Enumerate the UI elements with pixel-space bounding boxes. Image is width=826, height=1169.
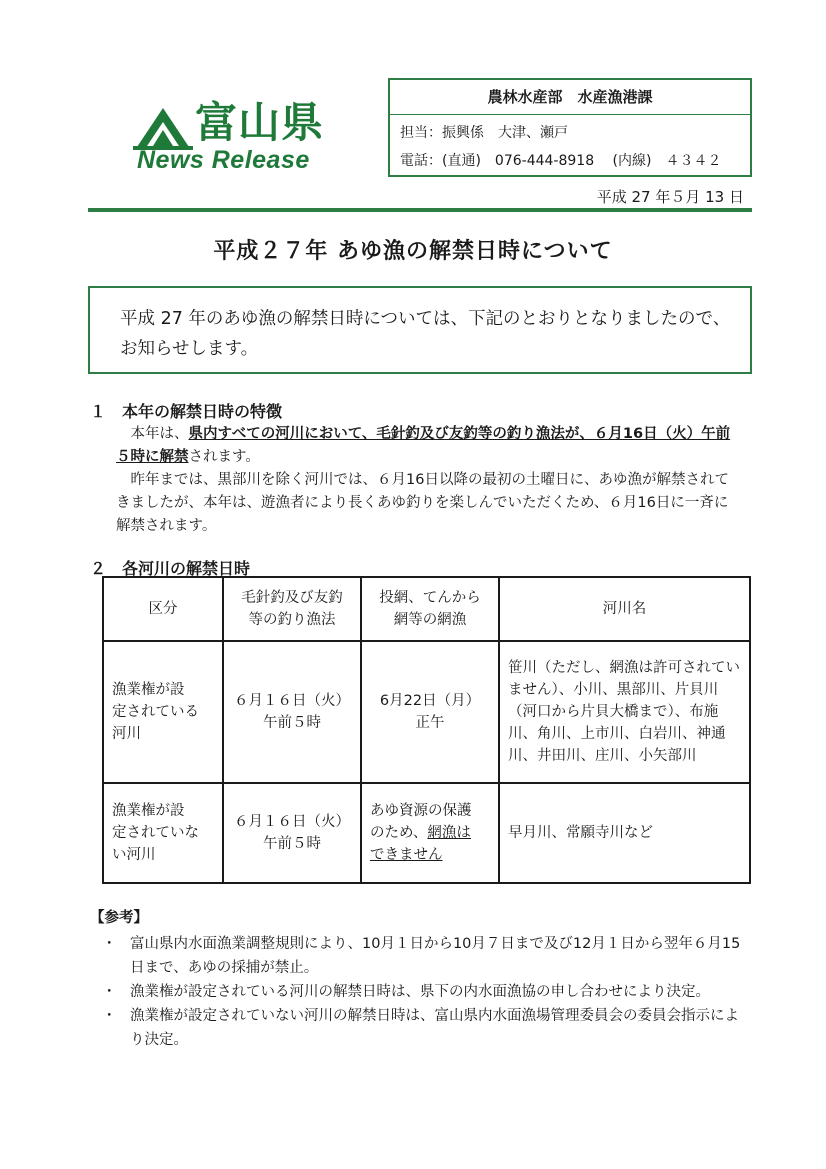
reference-text: 富山県内水面漁業調整規則により、10月１日から10月７日まで及び12月１日から翌年６月15日まで、あゆの採捕が禁止。: [130, 936, 741, 976]
list-item: [100, 1004, 750, 1052]
column-header: 投網、てんから 網等の網漁: [361, 577, 499, 641]
section1-paragraph2: 昨年までは、黒部川を除く河川では、６月16日以降の最初の土曜日に、あゆ漁が解禁されてきましたが、本年は、遊漁者により長くあゆ釣りを楽しんでいただくため、６月16日に一斉に解禁されます。: [116, 472, 729, 534]
news-release-label: News Release: [137, 146, 310, 174]
rivers-cell: 笹川（ただし、網漁は許可されていません）、小川、黒部川、片貝川（河口から片貝大橋まで）、布施川、角川、上市川、白岩川、神通川、井田川、庄川、小矢部川: [499, 641, 750, 783]
list-item: [100, 932, 750, 980]
section1-body: [116, 423, 742, 538]
rod-fishing-cell: ６月１６日（火） 午前５時: [223, 641, 361, 783]
contact-person: 担当：振興係 大津、瀬戸: [400, 125, 568, 141]
column-header: 毛針釣及び友釣 等の釣り漁法: [223, 577, 361, 641]
bullet: ・: [102, 984, 117, 1000]
reference-text: 漁業権が設定されている河川の解禁日時は、県下の内水面漁協の申し合わせにより決定。: [130, 984, 710, 1000]
category-cell: 漁業権が設 定されている 河川: [103, 641, 223, 783]
section1-heading: １ 本年の解禁日時の特徴: [90, 402, 283, 421]
logo-text: 富山県: [195, 98, 325, 147]
bullet: ・: [102, 936, 117, 952]
reference-text: 漁業権が設定されていない河川の解禁日時は、富山県内水面漁場管理委員会の委員会指示により決定。: [130, 1008, 739, 1048]
department-name: 農林水産部 水産漁港課: [390, 80, 750, 115]
notice-box: 平成 27 年のあゆ漁の解禁日時については、下記のとおりとなりましたので、お知らせします。: [88, 286, 752, 374]
category-cell: 漁業権が設 定されていな い河川: [103, 783, 223, 883]
season-table: [102, 576, 751, 884]
p1-underlined: 県内すべての河川において、毛針釣及び友釣等の釣り漁法が、６月16日（火）午前５時に解禁: [116, 426, 731, 465]
release-date: 平成 27 年５月 13 日: [596, 188, 744, 206]
reference-heading: 【参考】: [90, 910, 148, 926]
p1-post: されます。: [188, 449, 260, 465]
table-header-row: [103, 577, 750, 641]
p1-pre: 本年は、: [130, 426, 189, 442]
section1-paragraph1: [116, 423, 742, 469]
net-fishing-cell: [361, 783, 499, 883]
table-row: [103, 783, 750, 883]
net-fishing-note: あゆ資源の保護 のため、: [370, 803, 472, 841]
rivers-cell: 早月川、常願寺川など: [499, 783, 750, 883]
bullet: ・: [102, 1008, 117, 1024]
table-row: [103, 641, 750, 783]
contact-phone: 電話：(直通) 076-444-8918 (内線) ４３４２: [400, 153, 722, 169]
header-divider: [88, 208, 752, 212]
reference-list: [100, 932, 750, 1052]
column-header: 河川名: [499, 577, 750, 641]
net-fishing-cell: 6月22日（月） 正午: [361, 641, 499, 783]
section2-heading: ２ 各河川の解禁日時: [90, 559, 251, 578]
list-item: [100, 980, 750, 1004]
rod-fishing-cell: ６月１６日（火） 午前５時: [223, 783, 361, 883]
page-title: 平成２７年 あゆ漁の解禁日時について: [213, 239, 613, 264]
column-header: 区分: [103, 577, 223, 641]
contact-box: [388, 78, 752, 177]
net-fishing-underlined: 網漁は できません: [370, 825, 471, 863]
